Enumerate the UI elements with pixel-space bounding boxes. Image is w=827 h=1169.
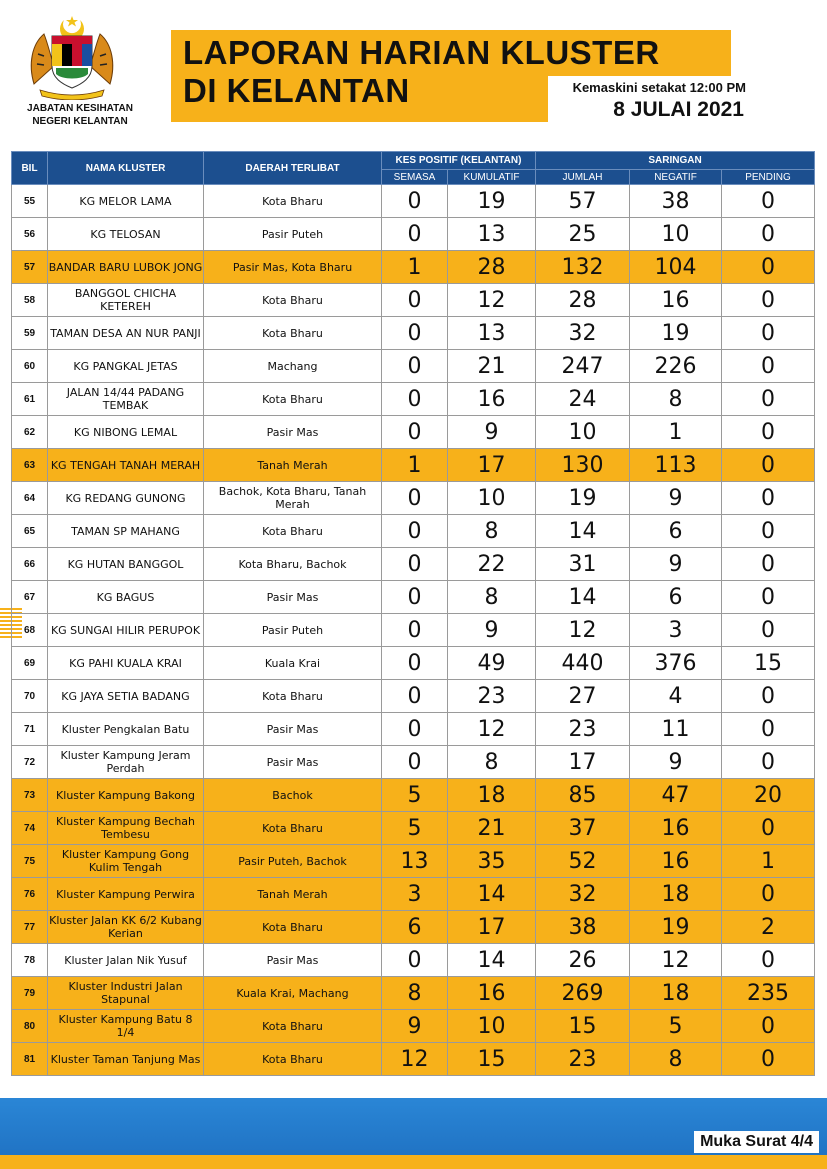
- semasa-value: 8: [382, 977, 448, 1010]
- header-kumulatif: KUMULATIF: [448, 170, 536, 185]
- pending-value: 0: [722, 680, 815, 713]
- row-number: 65: [12, 515, 48, 548]
- semasa-value: 0: [382, 647, 448, 680]
- negatif-value: 9: [630, 746, 722, 779]
- header-pending: PENDING: [722, 170, 815, 185]
- district: Kota Bharu, Bachok: [204, 548, 382, 581]
- cluster-name: Kluster Pengkalan Batu: [48, 713, 204, 746]
- negatif-value: 9: [630, 548, 722, 581]
- negatif-value: 9: [630, 482, 722, 515]
- negatif-value: 18: [630, 878, 722, 911]
- cluster-name: Kluster Jalan KK 6/2 Kubang Kerian: [48, 911, 204, 944]
- district: Pasir Mas: [204, 581, 382, 614]
- jumlah-value: 269: [536, 977, 630, 1010]
- cluster-name: TAMAN DESA AN NUR PANJI: [48, 317, 204, 350]
- department-line-1: JABATAN KESIHATAN: [27, 103, 133, 114]
- cluster-name: BANDAR BARU LUBOK JONG: [48, 251, 204, 284]
- negatif-value: 6: [630, 515, 722, 548]
- row-number: 78: [12, 944, 48, 977]
- semasa-value: 0: [382, 350, 448, 383]
- row-number: 68: [12, 614, 48, 647]
- kumulatif-value: 28: [448, 251, 536, 284]
- jumlah-value: 440: [536, 647, 630, 680]
- jumlah-value: 28: [536, 284, 630, 317]
- row-number: 81: [12, 1043, 48, 1076]
- table-row: [12, 515, 815, 548]
- semasa-value: 0: [382, 383, 448, 416]
- header-bil: BIL: [12, 152, 48, 185]
- pending-value: 0: [722, 482, 815, 515]
- cluster-name: Kluster Jalan Nik Yusuf: [48, 944, 204, 977]
- district: Tanah Merah: [204, 449, 382, 482]
- pending-value: 0: [722, 581, 815, 614]
- district: Kota Bharu: [204, 317, 382, 350]
- kumulatif-value: 23: [448, 680, 536, 713]
- cluster-name: KG BAGUS: [48, 581, 204, 614]
- negatif-value: 47: [630, 779, 722, 812]
- row-number: 76: [12, 878, 48, 911]
- row-number: 59: [12, 317, 48, 350]
- district: Pasir Mas: [204, 746, 382, 779]
- table-row: [12, 284, 815, 317]
- negatif-value: 4: [630, 680, 722, 713]
- table-row: [12, 779, 815, 812]
- jumlah-value: 12: [536, 614, 630, 647]
- semasa-value: 9: [382, 1010, 448, 1043]
- semasa-value: 0: [382, 317, 448, 350]
- row-number: 58: [12, 284, 48, 317]
- table-row: [12, 878, 815, 911]
- kumulatif-value: 14: [448, 944, 536, 977]
- pending-value: 0: [722, 218, 815, 251]
- negatif-value: 8: [630, 1043, 722, 1076]
- kumulatif-value: 35: [448, 845, 536, 878]
- kumulatif-value: 16: [448, 383, 536, 416]
- row-number: 70: [12, 680, 48, 713]
- row-number: 75: [12, 845, 48, 878]
- row-number: 66: [12, 548, 48, 581]
- district: Tanah Merah: [204, 878, 382, 911]
- pending-value: 0: [722, 449, 815, 482]
- row-number: 67: [12, 581, 48, 614]
- pending-value: 0: [722, 548, 815, 581]
- negatif-value: 8: [630, 383, 722, 416]
- cluster-name: Kluster Kampung Batu 8 1/4: [48, 1010, 204, 1043]
- kumulatif-value: 16: [448, 977, 536, 1010]
- cluster-name: KG SUNGAI HILIR PERUPOK: [48, 614, 204, 647]
- row-number: 63: [12, 449, 48, 482]
- semasa-value: 0: [382, 680, 448, 713]
- cluster-name: KG JAYA SETIA BADANG: [48, 680, 204, 713]
- semasa-value: 0: [382, 746, 448, 779]
- jumlah-value: 38: [536, 911, 630, 944]
- negatif-value: 38: [630, 185, 722, 218]
- footer-stripe: [0, 1155, 827, 1169]
- department-line-2: NEGERI KELANTAN: [32, 116, 128, 127]
- negatif-value: 12: [630, 944, 722, 977]
- table-row: [12, 845, 815, 878]
- kumulatif-value: 17: [448, 449, 536, 482]
- table-row: [12, 383, 815, 416]
- jumlah-value: 247: [536, 350, 630, 383]
- district: Bachok, Kota Bharu, Tanah Merah: [204, 482, 382, 515]
- district: Pasir Mas: [204, 416, 382, 449]
- jumlah-value: 14: [536, 515, 630, 548]
- jumlah-value: 85: [536, 779, 630, 812]
- district: Kota Bharu: [204, 515, 382, 548]
- negatif-value: 113: [630, 449, 722, 482]
- district: Pasir Mas: [204, 713, 382, 746]
- jumlah-value: 37: [536, 812, 630, 845]
- page-number: Muka Surat 4/4: [694, 1131, 819, 1153]
- pending-value: 235: [722, 977, 815, 1010]
- jumlah-value: 25: [536, 218, 630, 251]
- negatif-value: 16: [630, 284, 722, 317]
- district: Kuala Krai: [204, 647, 382, 680]
- district: Pasir Puteh: [204, 614, 382, 647]
- pending-value: 0: [722, 1010, 815, 1043]
- cluster-name: KG HUTAN BANGGOL: [48, 548, 204, 581]
- cluster-name: Kluster Industri Jalan Stapunal: [48, 977, 204, 1010]
- pending-value: 0: [722, 515, 815, 548]
- kumulatif-value: 22: [448, 548, 536, 581]
- cluster-name: Kluster Taman Tanjung Mas: [48, 1043, 204, 1076]
- cluster-name: TAMAN SP MAHANG: [48, 515, 204, 548]
- cluster-name: JALAN 14/44 PADANG TEMBAK: [48, 383, 204, 416]
- jumlah-value: 132: [536, 251, 630, 284]
- row-number: 55: [12, 185, 48, 218]
- table-row: [12, 482, 815, 515]
- row-number: 80: [12, 1010, 48, 1043]
- table-row: [12, 416, 815, 449]
- row-number: 77: [12, 911, 48, 944]
- table-row: [12, 1043, 815, 1076]
- table-row: [12, 548, 815, 581]
- kumulatif-value: 13: [448, 218, 536, 251]
- jumlah-value: 32: [536, 878, 630, 911]
- negatif-value: 376: [630, 647, 722, 680]
- semasa-value: 0: [382, 416, 448, 449]
- pending-value: 0: [722, 746, 815, 779]
- cluster-name: KG TELOSAN: [48, 218, 204, 251]
- jumlah-value: 52: [536, 845, 630, 878]
- pending-value: 1: [722, 845, 815, 878]
- kumulatif-value: 17: [448, 911, 536, 944]
- pending-value: 0: [722, 812, 815, 845]
- table-body: [12, 185, 815, 1076]
- header-saringan: SARINGAN: [536, 152, 815, 170]
- semasa-value: 5: [382, 779, 448, 812]
- row-number: 56: [12, 218, 48, 251]
- district: Kuala Krai, Machang: [204, 977, 382, 1010]
- cluster-name: KG MELOR LAMA: [48, 185, 204, 218]
- pending-value: 0: [722, 284, 815, 317]
- kumulatif-value: 10: [448, 482, 536, 515]
- negatif-value: 19: [630, 317, 722, 350]
- semasa-value: 12: [382, 1043, 448, 1076]
- negatif-value: 6: [630, 581, 722, 614]
- row-number: 74: [12, 812, 48, 845]
- negatif-value: 16: [630, 812, 722, 845]
- semasa-value: 0: [382, 284, 448, 317]
- district: Pasir Puteh: [204, 218, 382, 251]
- pending-value: 0: [722, 317, 815, 350]
- table-row: [12, 746, 815, 779]
- kumulatif-value: 13: [448, 317, 536, 350]
- table-row: [12, 614, 815, 647]
- table-row: [12, 680, 815, 713]
- header-daerah: DAERAH TERLIBAT: [204, 152, 382, 185]
- kumulatif-value: 18: [448, 779, 536, 812]
- semasa-value: 13: [382, 845, 448, 878]
- row-number: 61: [12, 383, 48, 416]
- pending-value: 0: [722, 416, 815, 449]
- jumlah-value: 24: [536, 383, 630, 416]
- pending-value: 0: [722, 944, 815, 977]
- semasa-value: 3: [382, 878, 448, 911]
- semasa-value: 0: [382, 548, 448, 581]
- cluster-name: KG NIBONG LEMAL: [48, 416, 204, 449]
- cluster-name: BANGGOL CHICHA KETEREH: [48, 284, 204, 317]
- row-number: 62: [12, 416, 48, 449]
- jumlah-value: 19: [536, 482, 630, 515]
- table-row: [12, 251, 815, 284]
- jumlah-value: 32: [536, 317, 630, 350]
- update-info: [548, 76, 754, 126]
- semasa-value: 5: [382, 812, 448, 845]
- semasa-value: 1: [382, 251, 448, 284]
- kumulatif-value: 15: [448, 1043, 536, 1076]
- cluster-name: Kluster Kampung Gong Kulim Tengah: [48, 845, 204, 878]
- pending-value: 15: [722, 647, 815, 680]
- district: Kota Bharu: [204, 1043, 382, 1076]
- table-row: [12, 449, 815, 482]
- kumulatif-value: 19: [448, 185, 536, 218]
- semasa-value: 0: [382, 713, 448, 746]
- district: Kota Bharu: [204, 911, 382, 944]
- kumulatif-value: 8: [448, 581, 536, 614]
- update-label: Kemaskini setakat 12:00 PM: [572, 80, 746, 95]
- jumlah-value: 27: [536, 680, 630, 713]
- negatif-value: 226: [630, 350, 722, 383]
- pending-value: 0: [722, 713, 815, 746]
- pending-value: 0: [722, 350, 815, 383]
- row-number: 73: [12, 779, 48, 812]
- table-row: [12, 1010, 815, 1043]
- table-row: [12, 185, 815, 218]
- cluster-name: KG TENGAH TANAH MERAH: [48, 449, 204, 482]
- row-number: 69: [12, 647, 48, 680]
- table-row: [12, 911, 815, 944]
- header-semasa: SEMASA: [382, 170, 448, 185]
- negatif-value: 18: [630, 977, 722, 1010]
- jumlah-value: 15: [536, 1010, 630, 1043]
- cluster-table: [11, 151, 815, 1076]
- pending-value: 0: [722, 614, 815, 647]
- jumlah-value: 17: [536, 746, 630, 779]
- page-title-line-2: DI KELANTAN: [183, 72, 410, 109]
- pending-value: 0: [722, 878, 815, 911]
- jumlah-value: 26: [536, 944, 630, 977]
- kumulatif-value: 8: [448, 515, 536, 548]
- jumlah-value: 10: [536, 416, 630, 449]
- jumlah-value: 14: [536, 581, 630, 614]
- table-row: [12, 218, 815, 251]
- row-number: 60: [12, 350, 48, 383]
- table-row: [12, 977, 815, 1010]
- header-kes-positif: KES POSITIF (KELANTAN): [382, 152, 536, 170]
- cluster-name: Kluster Kampung Perwira: [48, 878, 204, 911]
- negatif-value: 11: [630, 713, 722, 746]
- cluster-name: Kluster Kampung Bechah Tembesu: [48, 812, 204, 845]
- semasa-value: 1: [382, 449, 448, 482]
- pending-value: 0: [722, 251, 815, 284]
- negatif-value: 19: [630, 911, 722, 944]
- row-number: 64: [12, 482, 48, 515]
- district: Pasir Mas: [204, 944, 382, 977]
- jumlah-value: 31: [536, 548, 630, 581]
- table-row: [12, 713, 815, 746]
- header-nama-kluster: NAMA KLUSTER: [48, 152, 204, 185]
- header-negatif: NEGATIF: [630, 170, 722, 185]
- kumulatif-value: 21: [448, 350, 536, 383]
- kumulatif-value: 8: [448, 746, 536, 779]
- cluster-name: Kluster Kampung Jeram Perdah: [48, 746, 204, 779]
- district: Kota Bharu: [204, 1010, 382, 1043]
- district: Kota Bharu: [204, 812, 382, 845]
- page-title-line-1: LAPORAN HARIAN KLUSTER: [183, 34, 660, 71]
- pending-value: 20: [722, 779, 815, 812]
- negatif-value: 104: [630, 251, 722, 284]
- district: Kota Bharu: [204, 680, 382, 713]
- negatif-value: 1: [630, 416, 722, 449]
- table-row: [12, 581, 815, 614]
- negatif-value: 5: [630, 1010, 722, 1043]
- row-number: 79: [12, 977, 48, 1010]
- kumulatif-value: 14: [448, 878, 536, 911]
- negatif-value: 3: [630, 614, 722, 647]
- table-row: [12, 812, 815, 845]
- cluster-name: KG REDANG GUNONG: [48, 482, 204, 515]
- district: Kota Bharu: [204, 284, 382, 317]
- semasa-value: 6: [382, 911, 448, 944]
- jumlah-value: 57: [536, 185, 630, 218]
- kumulatif-value: 49: [448, 647, 536, 680]
- district: Pasir Mas, Kota Bharu: [204, 251, 382, 284]
- semasa-value: 0: [382, 218, 448, 251]
- pending-value: 2: [722, 911, 815, 944]
- table-row: [12, 647, 815, 680]
- district: Bachok: [204, 779, 382, 812]
- table-header: [12, 152, 815, 185]
- jumlah-value: 130: [536, 449, 630, 482]
- kumulatif-value: 9: [448, 416, 536, 449]
- table-row: [12, 944, 815, 977]
- update-date: 8 JULAI 2021: [613, 98, 744, 121]
- jumlah-value: 23: [536, 1043, 630, 1076]
- semasa-value: 0: [382, 482, 448, 515]
- semasa-value: 0: [382, 185, 448, 218]
- cluster-name: KG PAHI KUALA KRAI: [48, 647, 204, 680]
- semasa-value: 0: [382, 581, 448, 614]
- kumulatif-value: 21: [448, 812, 536, 845]
- header-jumlah: JUMLAH: [536, 170, 630, 185]
- coat-of-arms-icon: [26, 14, 118, 100]
- pending-value: 0: [722, 383, 815, 416]
- department-name: [10, 102, 150, 128]
- semasa-value: 0: [382, 944, 448, 977]
- table-row: [12, 350, 815, 383]
- district: Machang: [204, 350, 382, 383]
- cluster-name: Kluster Kampung Bakong: [48, 779, 204, 812]
- jumlah-value: 23: [536, 713, 630, 746]
- semasa-value: 0: [382, 614, 448, 647]
- district: Kota Bharu: [204, 383, 382, 416]
- kumulatif-value: 12: [448, 713, 536, 746]
- table-row: [12, 317, 815, 350]
- pending-value: 0: [722, 185, 815, 218]
- negatif-value: 10: [630, 218, 722, 251]
- district: Pasir Puteh, Bachok: [204, 845, 382, 878]
- cluster-name: KG PANGKAL JETAS: [48, 350, 204, 383]
- row-number: 71: [12, 713, 48, 746]
- kumulatif-value: 12: [448, 284, 536, 317]
- district: Kota Bharu: [204, 185, 382, 218]
- row-number: 72: [12, 746, 48, 779]
- kumulatif-value: 9: [448, 614, 536, 647]
- kumulatif-value: 10: [448, 1010, 536, 1043]
- row-number: 57: [12, 251, 48, 284]
- pending-value: 0: [722, 1043, 815, 1076]
- semasa-value: 0: [382, 515, 448, 548]
- negatif-value: 16: [630, 845, 722, 878]
